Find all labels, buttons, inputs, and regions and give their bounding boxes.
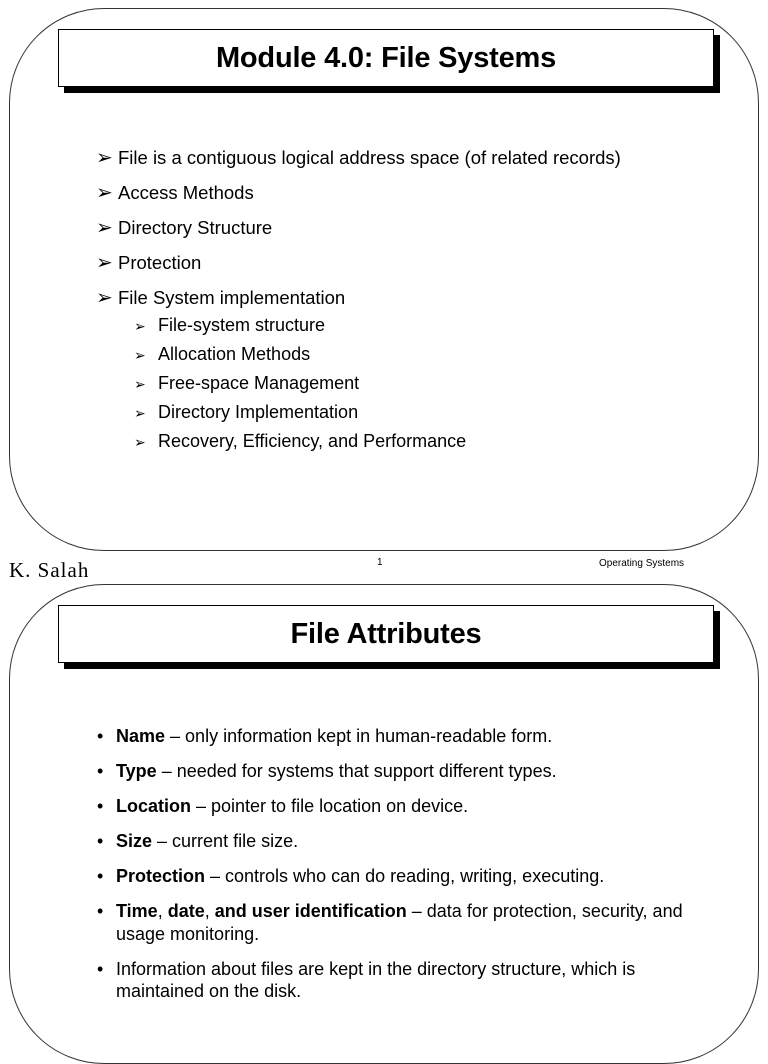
arrow-bullet-icon: ➢ <box>134 318 146 334</box>
list-item: • Location – pointer to file location on device. <box>96 795 696 818</box>
sub-list-item: ➢ Allocation Methods <box>134 344 311 364</box>
arrow-bullet-icon: ➢ <box>134 434 146 450</box>
list-item: ➢ Directory Structure <box>96 217 273 239</box>
arrow-bullet-icon: ➢ <box>96 182 113 204</box>
list-item: ➢ File is a contiguous logical address space (of related records) <box>96 147 621 169</box>
list-item: • Information about files are kept in the directory structure, which is maintained on the disk. <box>96 958 696 1003</box>
arrow-bullet-icon: ➢ <box>134 405 146 421</box>
page-number: 1 <box>377 557 383 568</box>
list-item: ➢ File System implementation ➢ File-system structure ➢ Allocation Methods ➢ Free-space Management ➢ Directory Implementation ➢ Recovery, Efficiency, and Performance <box>96 287 621 453</box>
sub-list-item: ➢ Free-space Management <box>134 373 360 393</box>
list-item: • Protection – controls who can do reading, writing, executing. <box>96 865 696 888</box>
slide-2 <box>9 584 759 1064</box>
list-item: ➢ Access Methods <box>96 182 254 204</box>
list-item: • Size – current file size. <box>96 830 696 853</box>
arrow-bullet-icon: ➢ <box>134 376 146 392</box>
slide-footer <box>0 555 768 581</box>
arrow-bullet-icon: ➢ <box>96 217 113 239</box>
bullet-list <box>96 147 621 466</box>
list-item: ➢ Protection <box>96 252 202 274</box>
sub-list-item: ➢ Recovery, Efficiency, and Performance <box>134 431 467 451</box>
arrow-bullet-icon: ➢ <box>134 347 146 363</box>
attribute-list <box>96 725 696 1015</box>
list-item: • Type – needed for systems that support different types. <box>96 760 696 783</box>
arrow-bullet-icon: ➢ <box>96 147 113 169</box>
arrow-bullet-icon: ➢ <box>96 252 113 274</box>
sub-list-item: ➢ Directory Implementation <box>134 402 359 422</box>
list-item: • Time, date, and user identification – data for protection, security, and usage monitoring. <box>96 900 696 945</box>
slide-title: File Attributes <box>58 605 714 663</box>
course-name: Operating Systems <box>599 558 685 569</box>
author-name: K. Salah <box>9 558 90 582</box>
sub-bullet-list <box>96 314 621 453</box>
slide-1 <box>9 8 759 551</box>
list-item: • Name – only information kept in human-readable form. <box>96 725 696 748</box>
slide-title: Module 4.0: File Systems <box>58 29 714 87</box>
sub-list-item: ➢ File-system structure <box>134 315 326 335</box>
arrow-bullet-icon: ➢ <box>96 287 113 309</box>
